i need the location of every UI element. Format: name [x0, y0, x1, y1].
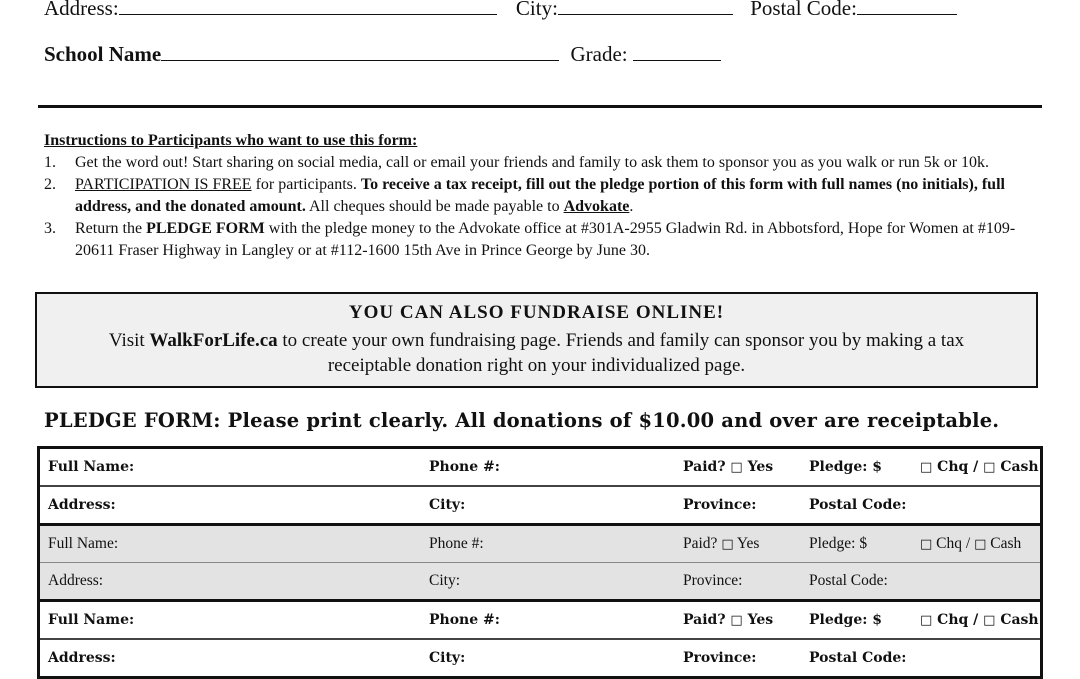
grade-field[interactable] — [633, 40, 721, 61]
instruction-text: . — [629, 198, 634, 215]
paid-yes-checkbox[interactable]: □ — [721, 537, 734, 552]
pledge-address-field[interactable]: Address: — [48, 650, 116, 666]
address-field[interactable] — [119, 0, 497, 15]
pledge-row-address — [40, 562, 1040, 599]
pledge-postal-code-field[interactable]: Postal Code: — [809, 650, 907, 666]
province-field[interactable]: Province: — [683, 650, 757, 666]
pledge-entry — [40, 526, 1040, 602]
instruction-item — [44, 218, 1034, 262]
full-name-field[interactable]: Full Name: — [48, 535, 119, 552]
pledge-address-field[interactable]: Address: — [48, 497, 116, 513]
cash-label: Cash — [995, 612, 1039, 628]
cheque-checkbox[interactable]: □ — [920, 537, 933, 552]
pledge-amount-field[interactable]: Pledge: $ — [809, 459, 883, 475]
pledge-entry — [40, 449, 1040, 526]
instruction-text: with the pledge money to the Advokate office at #301A-2955 Gladwin Rd. in Abbotsford, Hope for Women at #109-20611 Fraser Highway in Langley or at #112-1600 15th Ave in Prince George by June 30. — [75, 220, 1016, 259]
pledge-city-field[interactable]: City: — [429, 572, 461, 589]
paid-yes-label: Yes — [742, 459, 774, 475]
participant-school-row — [44, 40, 721, 67]
province-field[interactable]: Province: — [683, 572, 743, 589]
pledge-city-field[interactable]: City: — [429, 497, 466, 513]
phone-field[interactable]: Phone #: — [429, 535, 484, 552]
province-field[interactable]: Province: — [683, 497, 757, 513]
postal-code-field[interactable] — [857, 0, 957, 15]
instruction-text: Return the — [75, 220, 147, 237]
phone-field[interactable]: Phone #: — [429, 459, 500, 475]
pledge-form-heading: PLEDGE FORM: Please print clearly. All donations of $10.00 and over are receiptable. — [44, 409, 1000, 432]
online-text — [37, 328, 1036, 378]
city-field[interactable] — [558, 0, 733, 15]
pledge-address-field[interactable]: Address: — [48, 572, 104, 589]
paid-label: Paid? — [683, 459, 731, 475]
pledge-row-address — [40, 638, 1040, 676]
cash-checkbox[interactable]: □ — [983, 460, 996, 475]
cheque-checkbox[interactable]: □ — [920, 613, 933, 628]
pledge-amount-field[interactable]: Pledge: $ — [809, 612, 883, 628]
instruction-item — [44, 152, 1034, 174]
payment-method-field — [920, 535, 1021, 553]
tax-receipt-note: To receive a tax receipt, fill out the pledge portion of this form with full names (no initials), full address, and the donated amount. — [75, 176, 1005, 215]
instructions-title: Instructions to Participants who want to use this form: — [44, 132, 418, 149]
paid-yes-label: Yes — [742, 612, 774, 628]
pledge-postal-code-field[interactable]: Postal Code: — [809, 497, 907, 513]
paid-field — [683, 535, 759, 553]
school-name-field[interactable] — [161, 40, 559, 61]
online-text-a: Visit — [108, 330, 150, 351]
cash-label: Cash — [995, 459, 1039, 475]
cash-checkbox[interactable]: □ — [983, 613, 996, 628]
pledge-row-address — [40, 485, 1040, 523]
pledge-form-reference: PLEDGE FORM — [146, 220, 265, 237]
instruction-text: Get the word out! Start sharing on social media, call or email your friends and family to ask them to sponsor you as you walk or run 5k or 10k. — [75, 154, 990, 171]
pledge-row-contact — [40, 526, 1040, 562]
online-text-b: to create your own fundraising page. Friends and family can sponsor you by making a tax receiptable donation right on your individualized page. — [277, 330, 965, 376]
pledge-amount-field[interactable]: Pledge: $ — [809, 535, 868, 552]
instructions-list — [44, 152, 1034, 262]
paid-yes-label: Yes — [733, 535, 760, 552]
paid-label: Paid? — [683, 612, 731, 628]
payee-name: Advokate — [563, 198, 630, 215]
grade-label: Grade: — [570, 42, 628, 66]
pledge-postal-code-field[interactable]: Postal Code: — [809, 572, 888, 589]
paid-yes-checkbox[interactable]: □ — [730, 460, 743, 475]
cheque-label: Chq / — [932, 535, 975, 552]
paid-field — [683, 459, 773, 475]
postal-code-label: Postal Code: — [750, 0, 857, 20]
instruction-item — [44, 174, 1034, 218]
payment-method-field — [920, 612, 1039, 628]
paid-label: Paid? — [683, 535, 722, 552]
city-label: City: — [515, 0, 558, 20]
section-divider — [38, 105, 1042, 108]
participation-free-text: PARTICIPATION IS FREE — [75, 176, 252, 193]
cash-label: Cash — [986, 535, 1022, 552]
school-name-label: School Name — [44, 42, 162, 66]
instruction-text: for participants. — [251, 176, 361, 193]
cash-checkbox[interactable]: □ — [974, 537, 987, 552]
full-name-field[interactable]: Full Name: — [48, 612, 135, 628]
cheque-label: Chq / — [932, 459, 984, 475]
address-label: Address: — [44, 0, 119, 20]
pledge-row-contact — [40, 602, 1040, 638]
pledge-table — [37, 446, 1043, 679]
instruction-text: All cheques should be made payable to — [305, 198, 564, 215]
instructions — [44, 130, 1034, 262]
instruction-number: 2. — [44, 176, 56, 193]
paid-yes-checkbox[interactable]: □ — [730, 613, 743, 628]
pledge-entry — [40, 602, 1040, 676]
instruction-number: 3. — [44, 220, 56, 237]
pledge-row-contact — [40, 449, 1040, 485]
payment-method-field — [920, 459, 1039, 475]
online-fundraising-box — [35, 292, 1038, 388]
paid-field — [683, 612, 773, 628]
full-name-field[interactable]: Full Name: — [48, 459, 135, 475]
pledge-city-field[interactable]: City: — [429, 650, 466, 666]
phone-field[interactable]: Phone #: — [429, 612, 500, 628]
participant-address-row — [44, 0, 957, 21]
online-title: YOU CAN ALSO FUNDRAISE ONLINE! — [348, 302, 725, 323]
instruction-number: 1. — [44, 154, 56, 171]
website-link[interactable]: WalkForLife.ca — [149, 330, 278, 351]
cheque-checkbox[interactable]: □ — [920, 460, 933, 475]
cheque-label: Chq / — [932, 612, 984, 628]
